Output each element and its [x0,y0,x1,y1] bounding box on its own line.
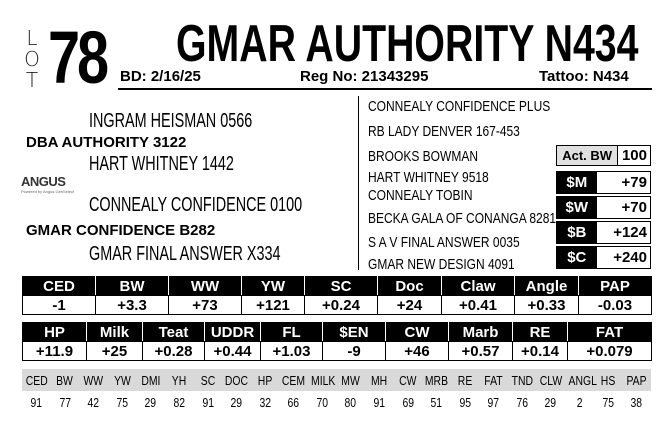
percentile-value-hs [594,391,623,413]
pedigree-sire-sire: INGRAM HEISMAN 0566 [89,110,253,132]
percentile-header-re [451,369,480,391]
combined-index-label: $C [557,247,597,268]
pedigree-dam: GMAR CONFIDENCE B282 [26,222,216,239]
percentile-value-fat [479,391,508,413]
birth-date [120,68,201,86]
percentile-value-mh [365,391,394,413]
percentile-value: 97 [487,394,500,410]
epd-value-milk: +25 [87,342,143,361]
percentile-header-label: SC [200,372,215,388]
percentile-value: 91 [373,394,386,410]
percentile-value-cem [279,391,308,413]
animal-name: GMAR AUTHORITY N434 [176,15,639,73]
percentile-value: 70 [316,394,328,410]
epd-value-yw: +121 [242,296,305,315]
percentile-value: 75 [116,394,128,410]
epd-header-uddr: UDDR [205,323,261,342]
epd-header-teat: Teat [143,323,205,342]
pedigree-right-4: HART WHITNEY 9518 [368,169,489,186]
epd-header-bw: BW [96,277,169,296]
percentile-value: 2 [576,394,583,410]
epd-value-sc: +0.24 [305,296,378,315]
epd-header-row [23,277,652,296]
percentile-header-milk [308,369,337,391]
epd-header-angle: Angle [515,277,579,296]
percentile-header-label: HS [600,372,616,388]
percentile-value-cw [394,391,423,413]
percentile-value: 76 [516,394,528,410]
percentile-value-doc [222,391,251,413]
pedigree-right-7: S A V FINAL ANSWER 0035 [368,234,520,251]
pedigree-divider [358,96,359,270]
epd-value-row [23,296,652,315]
percentile-header-ww [79,369,108,391]
percentile-value: 51 [430,394,443,410]
epd-header-marb: Marb [449,323,513,342]
percentile-header-label: MRB [424,372,449,388]
epd-value-angle: +0.33 [515,296,579,315]
epd-header-claw: Claw [442,277,515,296]
percentile-header-label: CLW [539,372,562,388]
epd-header-fl: FL [261,323,323,342]
epd-header-yw: YW [242,277,305,296]
lot-number: 78 [48,16,106,99]
percentile-header-label: YH [171,372,187,388]
percentile-header-pap [622,369,651,391]
percentile-header-clw [536,369,565,391]
percentile-header-mw [336,369,365,391]
beef-index-value: +124 [597,222,650,243]
epd-header-fat: FAT [568,323,652,342]
epd-header-pap: PAP [579,277,652,296]
percentile-header-label: PAP [626,372,647,388]
epd-value-fl: +1.03 [261,342,323,361]
epd-value-re: +0.14 [513,342,568,361]
percentile-value-ww [79,391,108,413]
birth-date-label: BD: [120,68,147,85]
percentile-header-ced [22,369,51,391]
percentile-header-cw [394,369,423,391]
maternal-index-value: +79 [597,172,650,193]
percentile-value-mw [336,391,365,413]
epd-header-ww: WW [169,277,242,296]
angus-logo-text: ANGUS [21,174,66,189]
tattoo-value: N434 [592,68,629,85]
registration-label: Reg No: [300,68,358,85]
percentile-value: 32 [259,394,271,410]
percentile-header-hp [251,369,280,391]
percentile-value-milk [308,391,337,413]
percentile-header-yh [165,369,194,391]
lot-letter-t: T [25,68,39,92]
epd-value-ww: +73 [169,296,242,315]
pedigree-sire: DBA AUTHORITY 3122 [26,134,187,151]
percentile-header-label: DMI [141,372,161,388]
percentile-value-sc [193,391,222,413]
percentile-header-mh [365,369,394,391]
epd-value-cw: +46 [386,342,449,361]
percentile-value: 95 [459,394,471,410]
epd-header-ced: CED [23,277,96,296]
percentile-header-mrb [422,369,451,391]
percentile-value: 38 [630,394,643,410]
percentile-header-label: BW [56,372,74,388]
epd-value-row-2 [23,342,652,361]
percentile-value: 42 [87,394,100,410]
epd-header-sc: SC [305,277,378,296]
weaned-calf-index-badge [556,196,651,219]
percentile-header-label: MILK [310,372,336,388]
lot-label [22,28,42,91]
percentile-header-doc [222,369,251,391]
percentile-header-fat [479,369,508,391]
beef-index-label: $B [557,222,597,243]
percentile-header-dmi [136,369,165,391]
epd-value-en: -9 [323,342,386,361]
percentile-value-mrb [422,391,451,413]
percentile-header-label: FAT [484,372,503,388]
percentile-header-tnd [508,369,537,391]
epd-value-pap: -0.03 [579,296,652,315]
percentile-header-label: MW [341,372,360,388]
percentile-value: 80 [344,394,357,410]
lot-letter-l: L [26,26,38,50]
percentile-value: 29 [230,394,243,410]
percentile-value: 29 [144,394,157,410]
epd-value-marb: +0.57 [449,342,513,361]
percentile-value: 29 [544,394,557,410]
percentile-header-label: YW [113,372,131,388]
percentile-value: 77 [59,394,71,410]
epd-value-claw: +0.41 [442,296,515,315]
pedigree-right-8: GMAR NEW DESIGN 4091 [368,256,515,273]
registration [300,68,428,86]
epd-header-en: $EN [323,323,386,342]
epd-table-2 [22,322,652,361]
angus-logo [21,175,79,197]
epd-header-doc: Doc [378,277,442,296]
percentile-header-label: ANGL [568,372,597,388]
epd-table-1 [22,276,652,315]
percentile-header-cem [279,369,308,391]
percentile-value-bw [51,391,80,413]
percentile-value-angl [565,391,594,413]
percentile-value-dmi [136,391,165,413]
epd-value-teat: +0.28 [143,342,205,361]
epd-value-doc: +24 [378,296,442,315]
epd-value-ced: -1 [23,296,96,315]
percentile-header-bw [51,369,80,391]
pedigree-right-6: BECKA GALA OF CONANGA 8281 [368,210,557,227]
epd-value-fat: +0.079 [568,342,652,361]
percentile-header-label: CED [25,372,48,388]
maternal-index-label: $M [557,172,597,193]
percentile-value: 66 [287,394,300,410]
percentile-value-clw [536,391,565,413]
combined-index-value: +240 [597,247,650,268]
header-divider [118,88,652,90]
percentile-value-tnd [508,391,537,413]
actual-bw-label: Act. BW [557,146,617,165]
percentile-header-hs [594,369,623,391]
percentile-header-sc [193,369,222,391]
percentile-value-pap [622,391,651,413]
epd-header-cw: CW [386,323,449,342]
percentile-value-hp [251,391,280,413]
registration-value: 21343295 [361,68,429,85]
percentile-header-label: HP [257,372,273,388]
percentile-header-yw [108,369,137,391]
percentile-value-row [22,391,651,413]
tattoo [539,68,629,86]
pedigree-right-1: CONNEALY CONFIDENCE PLUS [368,98,551,115]
percentile-value-yw [108,391,137,413]
percentile-header-label: DOC [224,372,249,388]
percentile-value: 91 [201,394,214,410]
epd-value-bw: +3.3 [96,296,169,315]
actual-bw-badge [556,145,651,166]
percentile-header-label: TND [511,372,533,388]
epd-header-row-2 [23,323,652,342]
percentile-header-label: RE [457,372,473,388]
lot-letter-o: O [24,47,40,71]
pedigree-right-5: CONNEALY TOBIN [368,187,473,204]
epd-header-milk: Milk [87,323,143,342]
pedigree-dam-dam: GMAR FINAL ANSWER X334 [89,243,281,265]
beef-index-badge [556,221,651,244]
maternal-index-badge [556,171,651,194]
birth-date-value: 2/16/25 [150,68,201,85]
tattoo-label: Tattoo: [539,68,589,85]
pedigree-dam-sire: CONNEALY CONFIDENCE 0100 [89,194,303,216]
actual-bw-value: 100 [617,146,650,165]
epd-value-uddr: +0.44 [205,342,261,361]
percentile-header-label: CW [399,372,417,388]
weaned-calf-index-value: +70 [597,197,650,218]
combined-index-badge [556,246,651,269]
percentile-value: 82 [173,394,185,410]
percentile-header-row [22,369,651,391]
percentile-value: 75 [602,394,614,410]
percentile-value-yh [165,391,194,413]
percentile-value: 69 [402,394,414,410]
epd-value-hp: +11.9 [23,342,87,361]
epd-header-re: RE [513,323,568,342]
percentile-value-re [451,391,480,413]
epd-header-hp: HP [23,323,87,342]
percentile-table [22,369,651,413]
pedigree-right-2: RB LADY DENVER 167-453 [368,123,520,140]
pedigree-sire-dam: HART WHITNEY 1442 [89,153,234,175]
angus-logo-subtext: Powered by Angus GenSelect [21,189,75,194]
percentile-value: 91 [30,394,43,410]
percentile-header-label: MH [371,372,388,388]
percentile-header-label: CEM [282,372,306,388]
pedigree-right-3: BROOKS BOWMAN [368,148,479,165]
weaned-calf-index-label: $W [557,197,597,218]
percentile-value-ced [22,391,51,413]
percentile-header-label: WW [83,372,104,388]
percentile-header-angl [565,369,597,391]
